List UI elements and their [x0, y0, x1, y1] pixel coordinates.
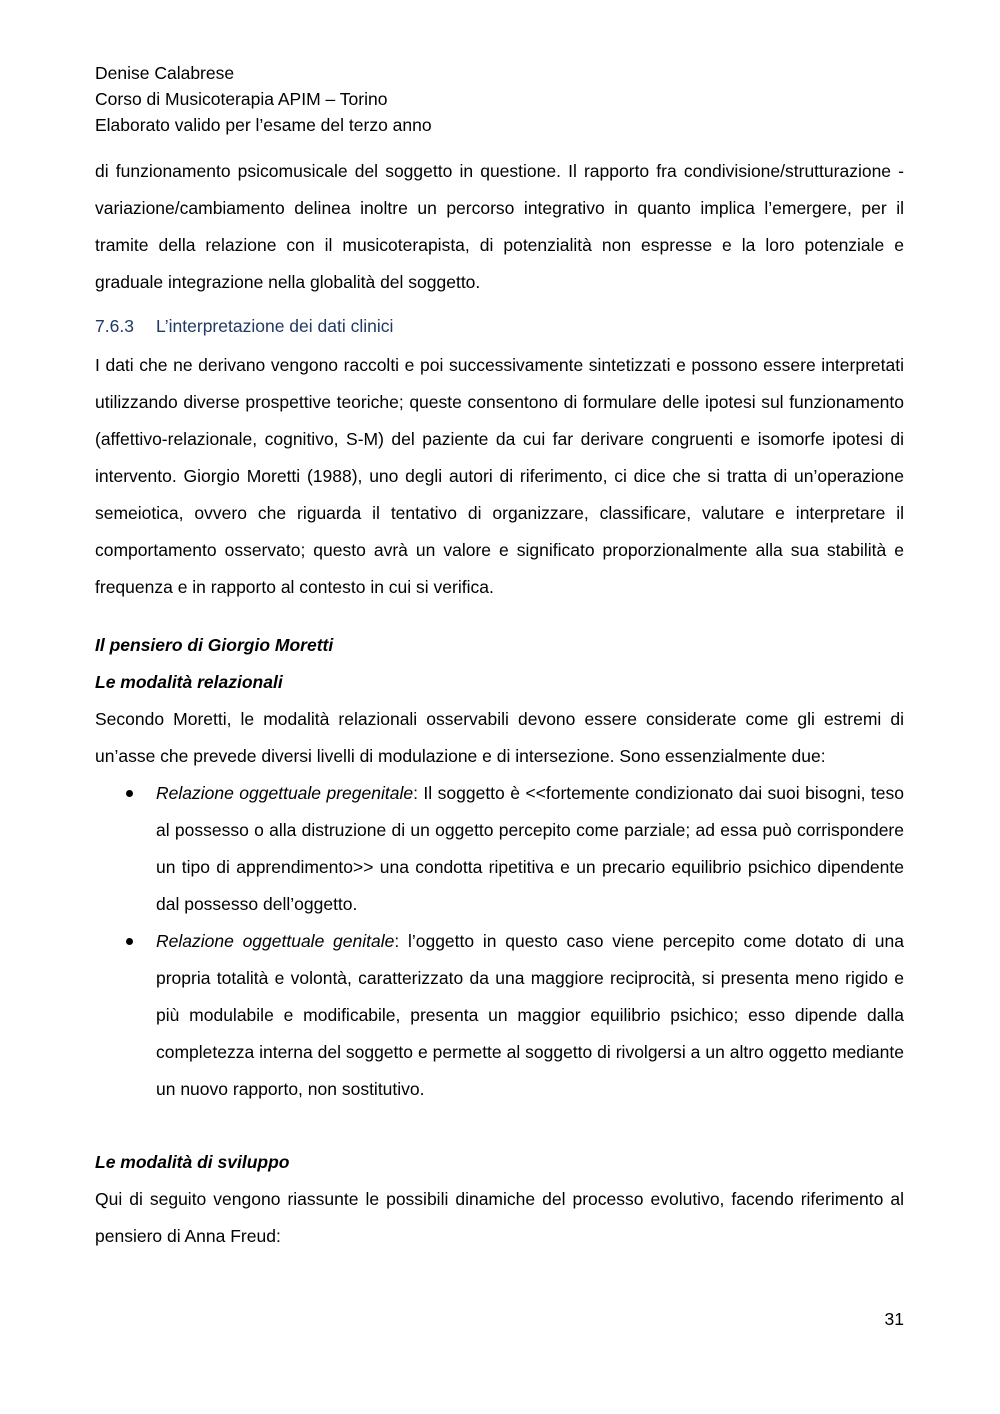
- header-course: Corso di Musicoterapia APIM – Torino: [95, 89, 388, 109]
- page-number: 31: [884, 1309, 904, 1329]
- bullet-icon: [126, 938, 133, 945]
- page-body: [95, 153, 904, 1255]
- bullet-icon: [126, 790, 133, 797]
- section-number: 7.6.3: [95, 316, 134, 336]
- sviluppo-paragraph: Qui di seguito vengono riassunte le possibili dinamiche del processo evolutivo, facendo riferimento al pensiero di Anna Freud:: [95, 1189, 904, 1246]
- list-item: [95, 775, 904, 923]
- bullet-term: Relazione oggettuale pregenitale: [156, 783, 414, 803]
- section-title: L’interpretazione dei dati clinici: [156, 316, 394, 336]
- header-note: Elaborato valido per l’esame del terzo anno: [95, 115, 432, 135]
- section-paragraph: I dati che ne derivano vengono raccolti e poi successivamente sintetizzati e possono essere interpretati utilizzando diverse prospettive teoriche; queste consentono di formulare delle ipotesi sul funzionamento (affettivo-relazionale, cognitivo, S-M) del paziente da cui far derivare congruenti e isomorfe ipotesi di intervento. Giorgio Moretti (1988), uno degli autori di riferimento, ci dice che si tratta di un’operazione semeiotica, ovvero che riguarda il tentativo di organizzare, classificare, valutare e interpretare il comportamento osservato; questo avrà un valore e significato proporzionalmente alla sua stabilità e frequenza e in rapporto al contesto in cui si verifica.: [95, 355, 904, 597]
- relations-list: [95, 775, 904, 1108]
- section-heading: [95, 305, 904, 347]
- moretti-title: Il pensiero di Giorgio Moretti: [95, 635, 334, 655]
- bullet-text: : l’oggetto in questo caso viene percepito come dotato di una propria totalità e volontà, caratterizzato da una maggiore reciprocità, si presenta meno rigido e più modulabile e modificabile, presenta un maggior equilibrio psichico; esso dipende dalla completezza interna del soggetto e permette al soggetto di rivolgersi a un altro oggetto mediante un nuovo rapporto, non sostitutivo.: [156, 931, 905, 1099]
- moretti-subtitle: Le modalità relazionali: [95, 672, 283, 692]
- moretti-intro: Secondo Moretti, le modalità relazionali osservabili devono essere considerate come gli estremi di un’asse che prevede diversi livelli di modulazione e di intersezione. Sono essenzialmente due:: [95, 709, 904, 766]
- page-header: [95, 60, 432, 138]
- bullet-term: Relazione oggettuale genitale: [156, 931, 395, 951]
- sviluppo-title: Le modalità di sviluppo: [95, 1152, 290, 1172]
- list-item: [95, 923, 904, 1108]
- intro-paragraph: di funzionamento psicomusicale del soggetto in questione. Il rapporto fra condivisione/strutturazione - variazione/cambiamento delinea inoltre un percorso integrativo in quanto implica l’emergere, per il tramite della relazione con il musicoterapista, di potenzialità non espresse e la loro potenziale e graduale integrazione nella globalità del soggetto.: [95, 161, 904, 292]
- header-author: Denise Calabrese: [95, 63, 235, 83]
- bullet-text: : Il soggetto è <<fortemente condizionato dai suoi bisogni, teso al possesso o alla distruzione di un oggetto percepito come parziale; ad essa può corrispondere un tipo di apprendimento>> una condotta ripetitiva e un precario equilibrio psichico dipendente dal possesso dell’oggetto.: [156, 783, 904, 914]
